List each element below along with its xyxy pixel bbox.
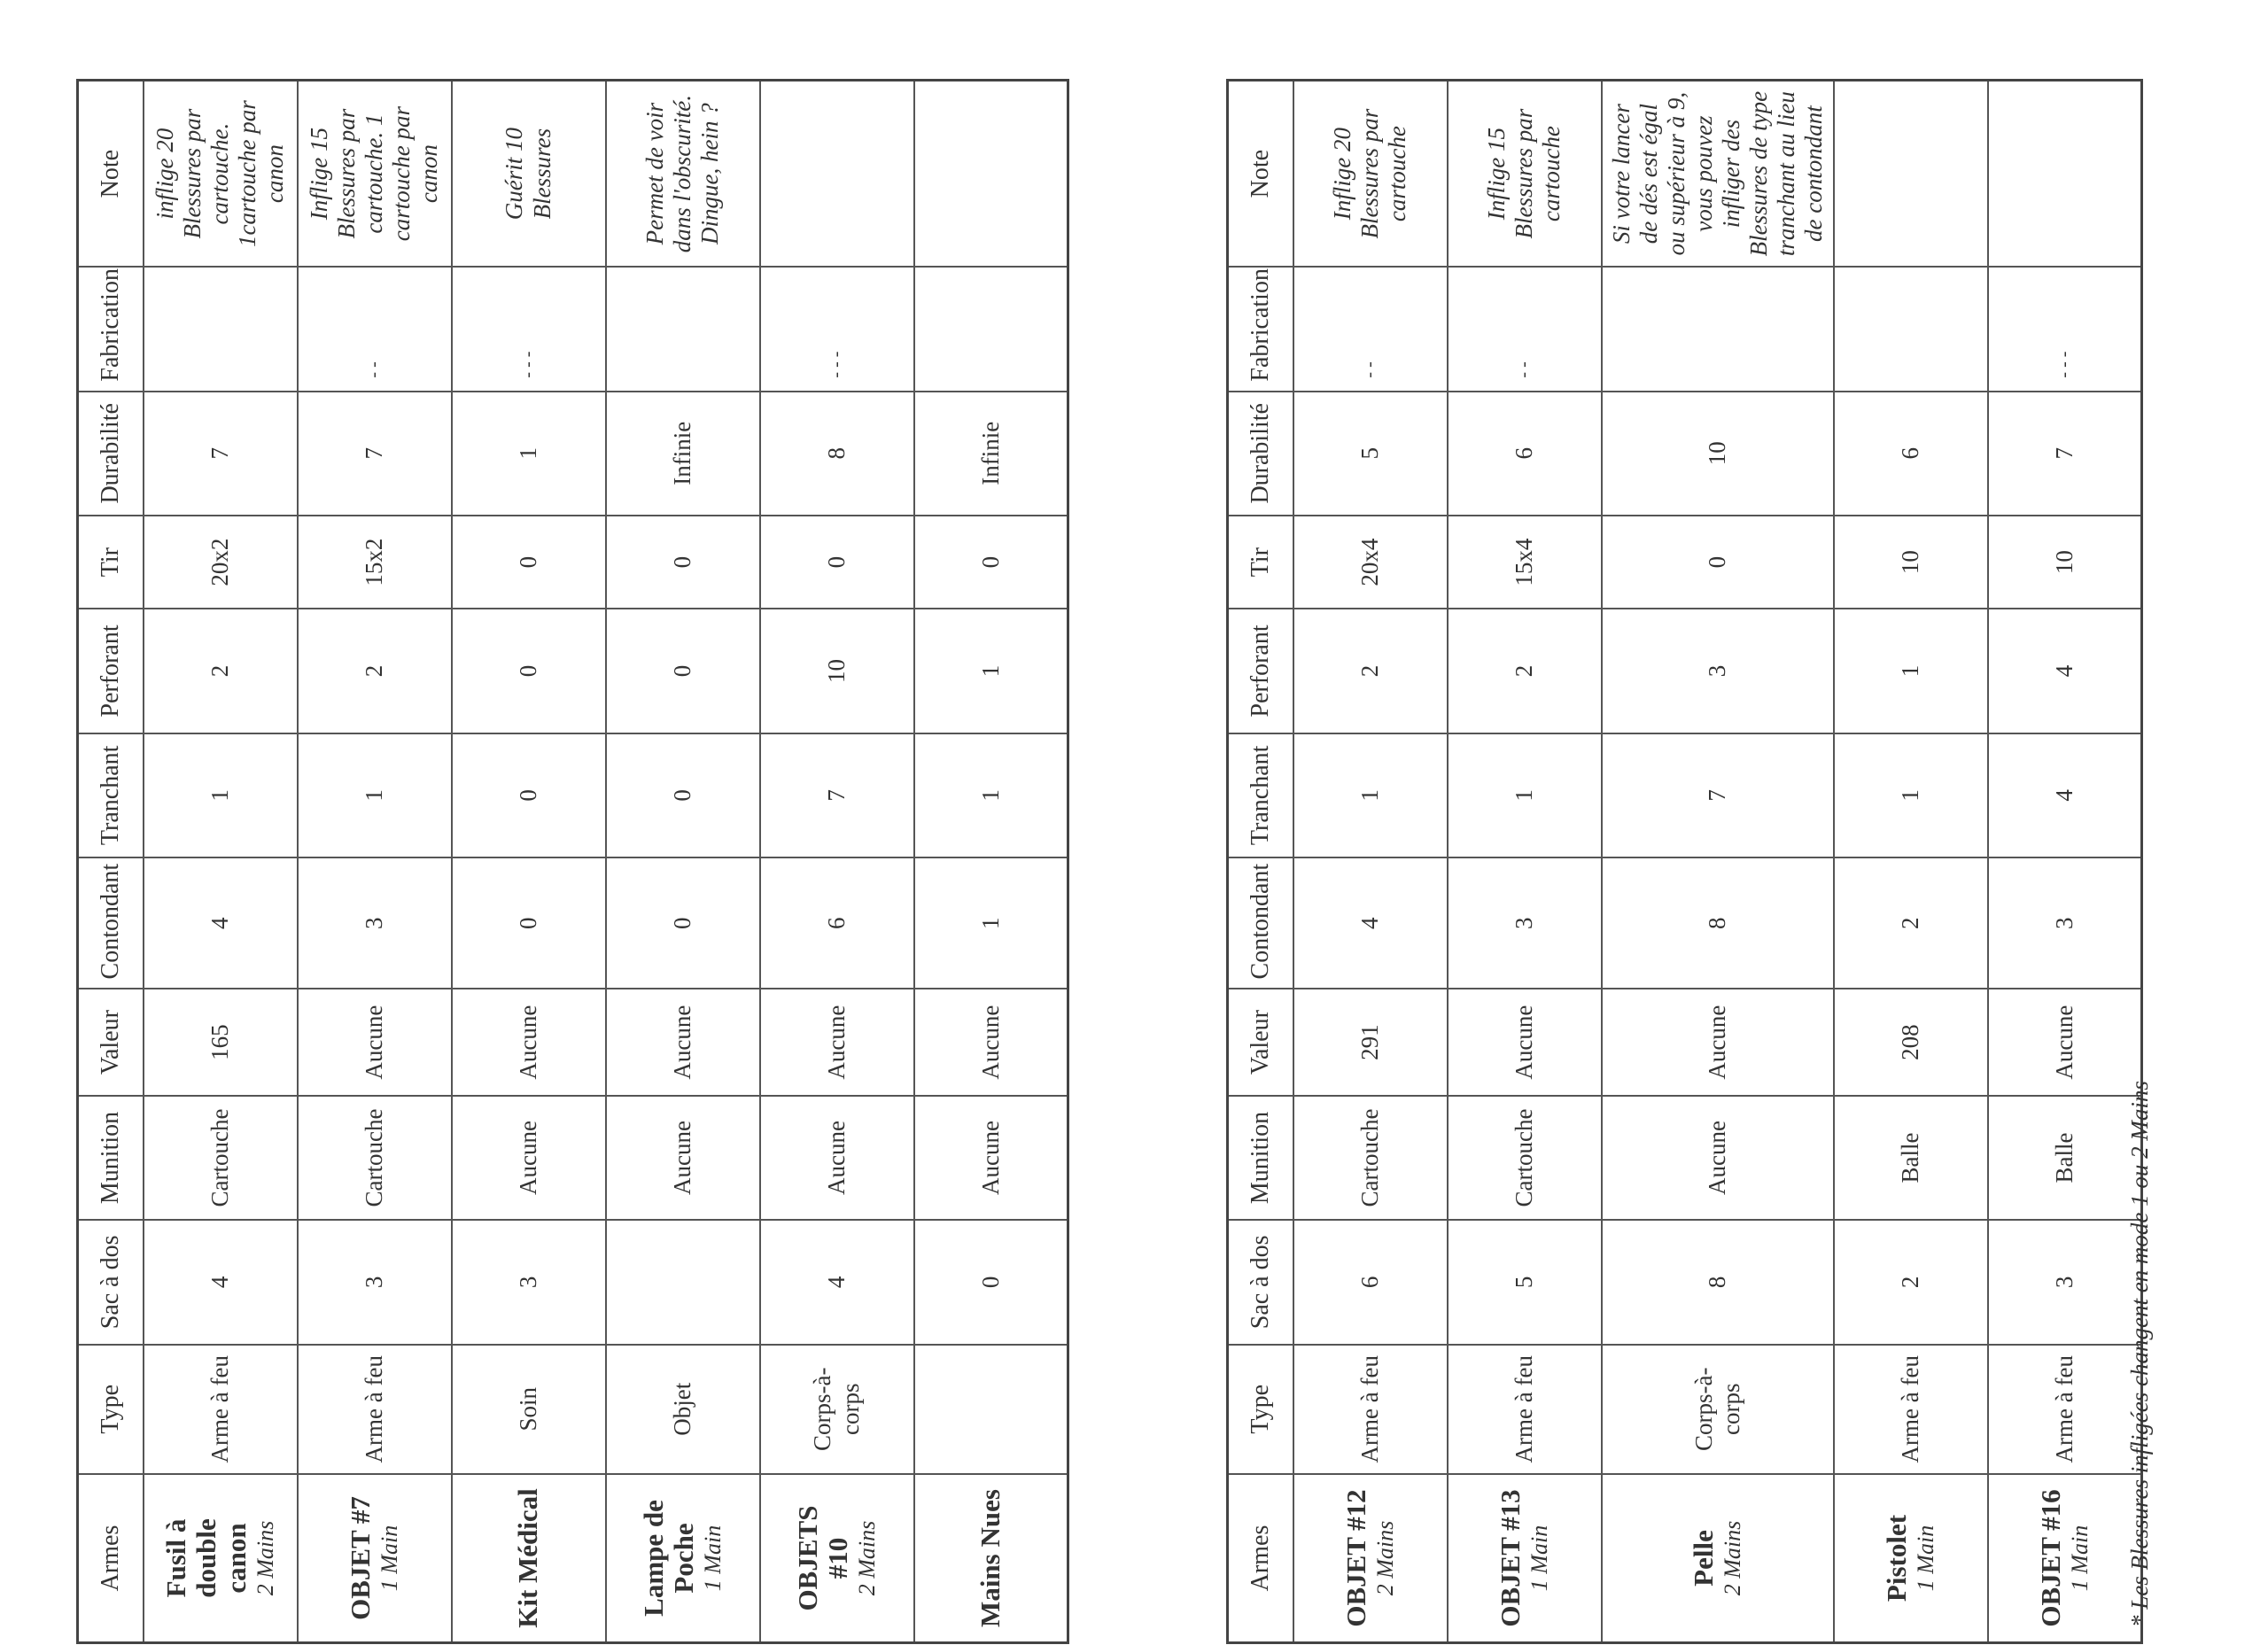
crafting-cell [144, 267, 298, 391]
column-header: Perforant [78, 609, 144, 733]
weapon-hands: 2 Mains [252, 1520, 279, 1596]
table-row [452, 81, 606, 1643]
shot-cell: 15x4 [1448, 516, 1602, 609]
blunt-cell: 3 [1448, 857, 1602, 989]
backpack-cell: 4 [760, 1220, 914, 1344]
weapon-name: Kit Médical [512, 1488, 544, 1628]
crafting-cell [914, 267, 1068, 391]
value-cell: Aucune [1988, 989, 2142, 1095]
note-cell: Inflige 20 Blessures par cartouche [1293, 81, 1448, 268]
column-header: Type [1228, 1345, 1293, 1474]
column-header: Tir [78, 516, 144, 609]
crafting-cell: - - [298, 267, 452, 391]
slash-cell: 1 [1293, 733, 1448, 857]
note-cell [760, 81, 914, 268]
crafting-cell [606, 267, 760, 391]
blunt-cell: 2 [1834, 857, 1988, 989]
shot-cell: 0 [606, 516, 760, 609]
weapon-name: Lampe de Poche [637, 1500, 699, 1617]
ammo-cell: Aucune [760, 1096, 914, 1220]
durability-cell: 10 [1602, 392, 1834, 516]
slash-cell: 1 [1834, 733, 1988, 857]
pierce-cell: 2 [1293, 609, 1448, 733]
ammo-cell: Aucune [452, 1096, 606, 1220]
pierce-cell: 1 [1834, 609, 1988, 733]
blunt-cell: 0 [606, 857, 760, 989]
column-header: Contondant [78, 857, 144, 989]
weapon-name-cell [1834, 1474, 1988, 1643]
slash-cell: 7 [1602, 733, 1834, 857]
weapon-hands: 1 Main [700, 1525, 726, 1592]
blunt-cell: 0 [452, 857, 606, 989]
crafting-cell [1834, 267, 1988, 391]
shot-cell: 10 [1834, 516, 1988, 609]
durability-cell: Infinie [914, 392, 1068, 516]
slash-cell: 1 [914, 733, 1068, 857]
value-cell: Aucune [760, 989, 914, 1095]
table-row [144, 81, 298, 1643]
type-cell: Corps-à-corps [1602, 1345, 1834, 1474]
blunt-cell: 8 [1602, 857, 1834, 989]
weapon-name: Fusil à double canon [159, 1518, 252, 1598]
shot-cell: 0 [914, 516, 1068, 609]
weapon-hands: 1 Main [1526, 1525, 1552, 1592]
column-header: Perforant [1228, 609, 1293, 733]
backpack-cell: 0 [914, 1220, 1068, 1344]
column-header: Fabrication [1228, 267, 1293, 391]
backpack-cell: 4 [144, 1220, 298, 1344]
slash-cell: 1 [1448, 733, 1602, 857]
value-cell: 208 [1834, 989, 1988, 1095]
weapon-name-cell [452, 1474, 606, 1643]
crafting-cell [1602, 267, 1834, 391]
blunt-cell: 1 [914, 857, 1068, 989]
table-row [298, 81, 452, 1643]
note-cell: inflige 20 Blessures par cartouche. 1cartouche par canon [144, 81, 298, 268]
note-cell: Si votre lancer de dés est égal ou supérieur à 9, vous pouvez infliger des Blessures de type tranchant au lieu de contondant [1602, 81, 1834, 268]
weapon-name-cell [1448, 1474, 1602, 1643]
backpack-cell [606, 1220, 760, 1344]
value-cell: 291 [1293, 989, 1448, 1095]
weapon-hands: 2 Mains [1720, 1520, 1746, 1596]
header-row [78, 81, 144, 1643]
column-header: Munition [1228, 1096, 1293, 1220]
weapon-name-cell [298, 1474, 452, 1643]
pierce-cell: 0 [452, 609, 606, 733]
weapon-name-cell [1293, 1474, 1448, 1643]
backpack-cell: 8 [1602, 1220, 1834, 1344]
slash-cell: 1 [298, 733, 452, 857]
crafting-cell: - - [1448, 267, 1602, 391]
table-row [606, 81, 760, 1643]
note-cell: Permet de voir dans l'obscurité. Dingue, hein ? [606, 81, 760, 268]
pierce-cell: 2 [144, 609, 298, 733]
backpack-cell: 6 [1293, 1220, 1448, 1344]
ammo-cell: Aucune [1602, 1096, 1834, 1220]
ammo-cell: Cartouche [1293, 1096, 1448, 1220]
note-cell: Inflige 15 Blessures par cartouche. 1 cartouche par canon [298, 81, 452, 268]
weapons-table-2 [1226, 79, 2143, 1644]
shot-cell: 15x2 [298, 516, 452, 609]
value-cell: Aucune [298, 989, 452, 1095]
type-cell: Arme à feu [1293, 1345, 1448, 1474]
durability-cell: 7 [144, 392, 298, 516]
value-cell: Aucune [1448, 989, 1602, 1095]
durability-cell: 7 [1988, 392, 2142, 516]
crafting-cell: - - - [1988, 267, 2142, 391]
weapon-name-cell [144, 1474, 298, 1643]
shot-cell: 0 [1602, 516, 1834, 609]
backpack-cell: 5 [1448, 1220, 1602, 1344]
blunt-cell: 4 [1293, 857, 1448, 989]
column-header: Armes [1228, 1474, 1293, 1643]
blunt-cell: 6 [760, 857, 914, 989]
footnote: * Les Blessures infligées changent en mode 1 ou 2 Mains [2126, 1081, 2153, 1627]
column-header: Munition [78, 1096, 144, 1220]
note-cell: Guérit 10 Blessures [452, 81, 606, 268]
slash-cell: 0 [452, 733, 606, 857]
weapon-hands: 2 Mains [1371, 1520, 1398, 1596]
shot-cell: 10 [1988, 516, 2142, 609]
column-header: Valeur [78, 989, 144, 1095]
shot-cell: 0 [760, 516, 914, 609]
type-cell: Soin [452, 1345, 606, 1474]
column-header: Durabilité [78, 392, 144, 516]
type-cell: Arme à feu [1834, 1345, 1988, 1474]
pierce-cell: 4 [1988, 609, 2142, 733]
weapon-name: OBJET #12 [1340, 1489, 1371, 1627]
column-header: Fabrication [78, 267, 144, 391]
type-cell [914, 1345, 1068, 1474]
ammo-cell: Aucune [606, 1096, 760, 1220]
crafting-cell: - - - [760, 267, 914, 391]
column-header: Tir [1228, 516, 1293, 609]
weapon-name: OBJET #7 [344, 1496, 376, 1620]
pierce-cell: 10 [760, 609, 914, 733]
weapon-name: OBJETS #10 [791, 1505, 853, 1611]
type-cell: Arme à feu [1988, 1345, 2142, 1474]
backpack-cell: 2 [1834, 1220, 1988, 1344]
weapon-name-cell [1988, 1474, 2142, 1643]
table-row [1834, 81, 1988, 1643]
slash-cell: 0 [606, 733, 760, 857]
column-header: Tranchant [78, 733, 144, 857]
ammo-cell: Cartouche [1448, 1096, 1602, 1220]
weapon-name: Pistolet [1881, 1514, 1913, 1602]
table-row [1602, 81, 1834, 1643]
weapon-name: OBJET #13 [1494, 1489, 1526, 1627]
backpack-cell: 3 [1988, 1220, 2142, 1344]
note-cell: Inflige 15 Blessures par cartouche [1448, 81, 1602, 268]
column-header: Contondant [1228, 857, 1293, 989]
durability-cell: 6 [1834, 392, 1988, 516]
column-header: Sac à dos [78, 1220, 144, 1344]
pierce-cell: 3 [1602, 609, 1834, 733]
column-header: Armes [78, 1474, 144, 1643]
blunt-cell: 4 [144, 857, 298, 989]
column-header: Type [78, 1345, 144, 1474]
table-row [1293, 81, 1448, 1643]
durability-cell: 1 [452, 392, 606, 516]
pierce-cell: 1 [914, 609, 1068, 733]
ammo-cell: Balle [1988, 1096, 2142, 1220]
durability-cell: 5 [1293, 392, 1448, 516]
table-row [1988, 81, 2142, 1643]
note-cell [1988, 81, 2142, 268]
type-cell: Arme à feu [298, 1345, 452, 1474]
weapon-name: OBJET #16 [2034, 1489, 2066, 1627]
durability-cell: Infinie [606, 392, 760, 516]
pierce-cell: 0 [606, 609, 760, 733]
durability-cell: 8 [760, 392, 914, 516]
type-cell: Objet [606, 1345, 760, 1474]
weapon-name-cell [606, 1474, 760, 1643]
pierce-cell: 2 [1448, 609, 1602, 733]
durability-cell: 7 [298, 392, 452, 516]
type-cell: Corps-à-corps [760, 1345, 914, 1474]
slash-cell: 7 [760, 733, 914, 857]
value-cell: 165 [144, 989, 298, 1095]
backpack-cell: 3 [452, 1220, 606, 1344]
ammo-cell: Cartouche [298, 1096, 452, 1220]
value-cell: Aucune [914, 989, 1068, 1095]
shot-cell: 0 [452, 516, 606, 609]
note-cell [1834, 81, 1988, 268]
weapon-name-cell [760, 1474, 914, 1643]
ammo-cell: Cartouche [144, 1096, 298, 1220]
column-header: Tranchant [1228, 733, 1293, 857]
weapon-name: Pelle [1688, 1530, 1720, 1587]
table-row [1448, 81, 1602, 1643]
value-cell: Aucune [1602, 989, 1834, 1095]
weapon-name-cell [1602, 1474, 1834, 1643]
slash-cell: 1 [144, 733, 298, 857]
table-row [760, 81, 914, 1643]
weapons-table-1 [76, 79, 1069, 1644]
blunt-cell: 3 [298, 857, 452, 989]
shot-cell: 20x2 [144, 516, 298, 609]
blunt-cell: 3 [1988, 857, 2142, 989]
header-row [1228, 81, 1293, 1643]
column-header: Note [78, 81, 144, 268]
type-cell: Arme à feu [1448, 1345, 1602, 1474]
column-header: Durabilité [1228, 392, 1293, 516]
weapon-hands: 1 Main [376, 1525, 402, 1592]
weapon-hands: 2 Mains [854, 1520, 880, 1596]
type-cell: Arme à feu [144, 1345, 298, 1474]
table-row [914, 81, 1068, 1643]
note-cell [914, 81, 1068, 268]
ammo-cell: Balle [1834, 1096, 1988, 1220]
weapon-name-cell [914, 1474, 1068, 1643]
ammo-cell: Aucune [914, 1096, 1068, 1220]
crafting-cell: - - - [452, 267, 606, 391]
weapon-hands: 1 Main [1913, 1525, 1939, 1592]
weapon-hands: 1 Main [2067, 1525, 2093, 1592]
column-header: Valeur [1228, 989, 1293, 1095]
durability-cell: 6 [1448, 392, 1602, 516]
column-header: Note [1228, 81, 1293, 268]
value-cell: Aucune [606, 989, 760, 1095]
backpack-cell: 3 [298, 1220, 452, 1344]
slash-cell: 4 [1988, 733, 2142, 857]
value-cell: Aucune [452, 989, 606, 1095]
shot-cell: 20x4 [1293, 516, 1448, 609]
pierce-cell: 2 [298, 609, 452, 733]
crafting-cell: - - [1293, 267, 1448, 391]
weapon-name: Mains Nues [975, 1489, 1006, 1627]
column-header: Sac à dos [1228, 1220, 1293, 1344]
